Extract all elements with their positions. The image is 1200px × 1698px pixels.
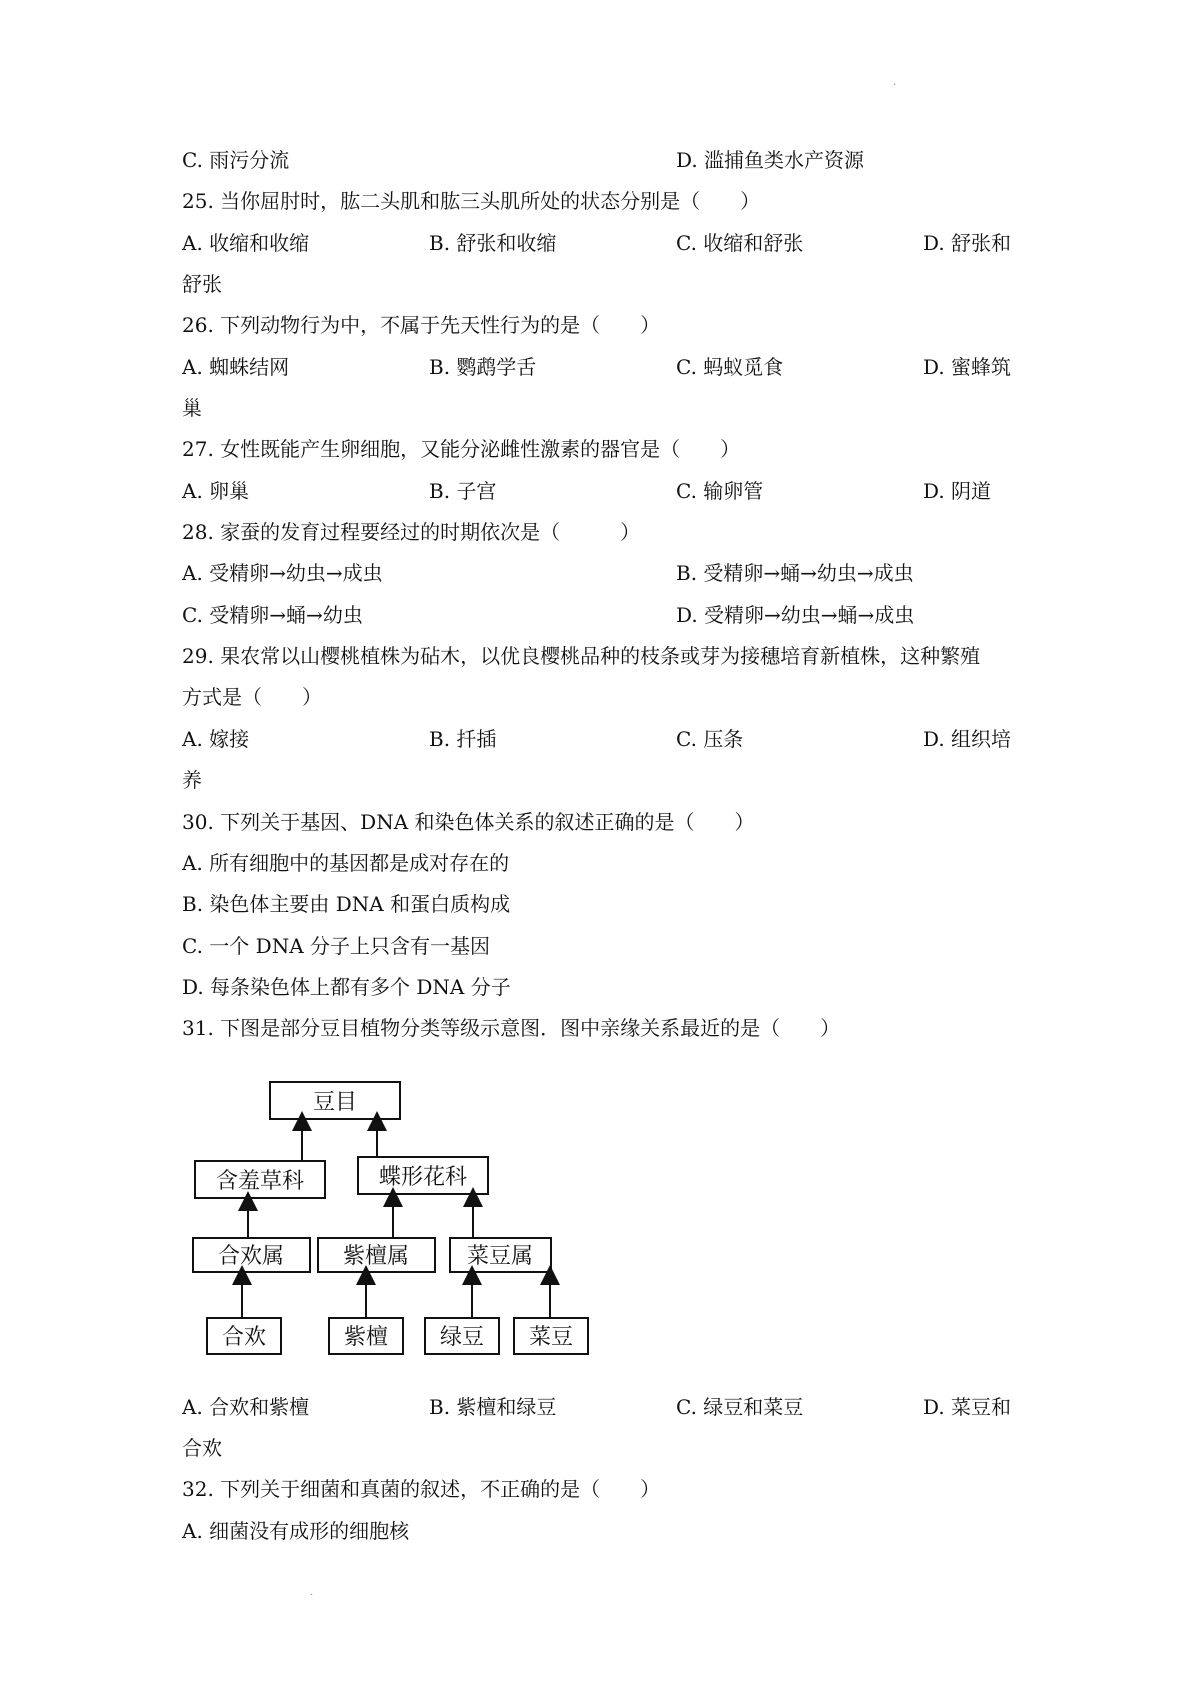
option-d: D. 滥捕鱼类水产资源 <box>676 148 865 172</box>
option-c: C. 一个 DNA 分子上只含有一基因 <box>182 934 490 958</box>
option-c: C. 蚂蚁觅食 <box>676 355 784 379</box>
option-a: A. 收缩和收缩 <box>182 231 310 255</box>
option-b: B. 染色体主要由 DNA 和蛋白质构成 <box>182 892 511 916</box>
label-species-2: 紫檀 <box>343 1325 389 1350</box>
question-stem: 30. 下列关于基因、DNA 和染色体关系的叙述正确的是（ ） <box>182 810 755 834</box>
label-species-3: 绿豆 <box>439 1325 485 1350</box>
option-b: B. 受精卵→蛹→幼虫→成虫 <box>676 561 914 585</box>
option-c: C. 收缩和舒张 <box>676 231 804 255</box>
option-d: D. 舒张和 <box>923 231 1012 255</box>
question-stem: 25. 当你屈肘时，肱二头肌和肱三头肌所处的状态分别是（ ） <box>182 189 761 213</box>
question-stem: 31. 下图是部分豆目植物分类等级示意图．图中亲缘关系最近的是（ ） <box>182 1016 841 1040</box>
question-stem: 29. 果农常以山樱桃植株为砧木，以优良樱桃品种的枝条或芽为接穗培育新植株，这种繁殖 <box>182 644 981 668</box>
label-genus-2: 紫檀属 <box>342 1244 410 1269</box>
option-c: C. 受精卵→蛹→幼虫 <box>182 603 363 627</box>
option-a: A. 所有细胞中的基因都是成对存在的 <box>182 851 510 875</box>
option-a: A. 合欢和紫檀 <box>182 1395 310 1419</box>
option-b: B. 扦插 <box>429 727 497 751</box>
option-c: C. 雨污分流 <box>182 148 290 172</box>
label-species-1: 合欢 <box>221 1325 267 1350</box>
option-c: C. 压条 <box>676 727 744 751</box>
question-stem: 26. 下列动物行为中，不属于先天性行为的是（ ） <box>182 313 661 337</box>
option-d: D. 每条染色体上都有多个 DNA 分子 <box>182 975 511 999</box>
option-a: A. 卵巢 <box>182 479 250 503</box>
label-genus-1: 合欢属 <box>217 1244 285 1269</box>
option-a: A. 嫁接 <box>182 727 250 751</box>
option-wrap: 舒张 <box>182 272 222 296</box>
option-wrap: 巢 <box>182 396 202 420</box>
question-stem: 28. 家蚕的发育过程要经过的时期依次是（ ） <box>182 520 641 544</box>
option-c: C. 绿豆和菜豆 <box>676 1395 804 1419</box>
option-d: D. 阴道 <box>923 479 992 503</box>
option-a: A. 细菌没有成形的细胞核 <box>182 1519 410 1543</box>
option-wrap: 合欢 <box>182 1436 222 1460</box>
option-b: B. 子宫 <box>429 479 497 503</box>
label-family-1: 含羞草科 <box>215 1169 305 1194</box>
question-stem-cont: 方式是（ ） <box>182 685 322 709</box>
question-stem: 32. 下列关于细菌和真菌的叙述，不正确的是（ ） <box>182 1477 661 1501</box>
label-genus-3: 菜豆属 <box>466 1244 534 1269</box>
option-wrap: 养 <box>182 768 202 792</box>
label-order: 豆目 <box>312 1090 358 1115</box>
option-a: A. 受精卵→幼虫→成虫 <box>182 561 383 585</box>
option-d: D. 组织培 <box>923 727 1012 751</box>
label-species-4: 菜豆 <box>528 1325 574 1350</box>
option-b: B. 紫檀和绿豆 <box>429 1395 557 1419</box>
option-c: C. 输卵管 <box>676 479 764 503</box>
label-family-2: 蝶形花科 <box>378 1165 468 1190</box>
option-a: A. 蜘蛛结网 <box>182 355 290 379</box>
option-b: B. 鹦鹉学舌 <box>429 355 537 379</box>
option-d: D. 受精卵→幼虫→蛹→成虫 <box>676 603 915 627</box>
option-d: D. 蜜蜂筑 <box>923 355 1012 379</box>
option-d: D. 菜豆和 <box>923 1395 1012 1419</box>
question-stem: 27. 女性既能产生卵细胞，又能分泌雌性激素的器官是（ ） <box>182 437 741 461</box>
option-b: B. 舒张和收缩 <box>429 231 557 255</box>
